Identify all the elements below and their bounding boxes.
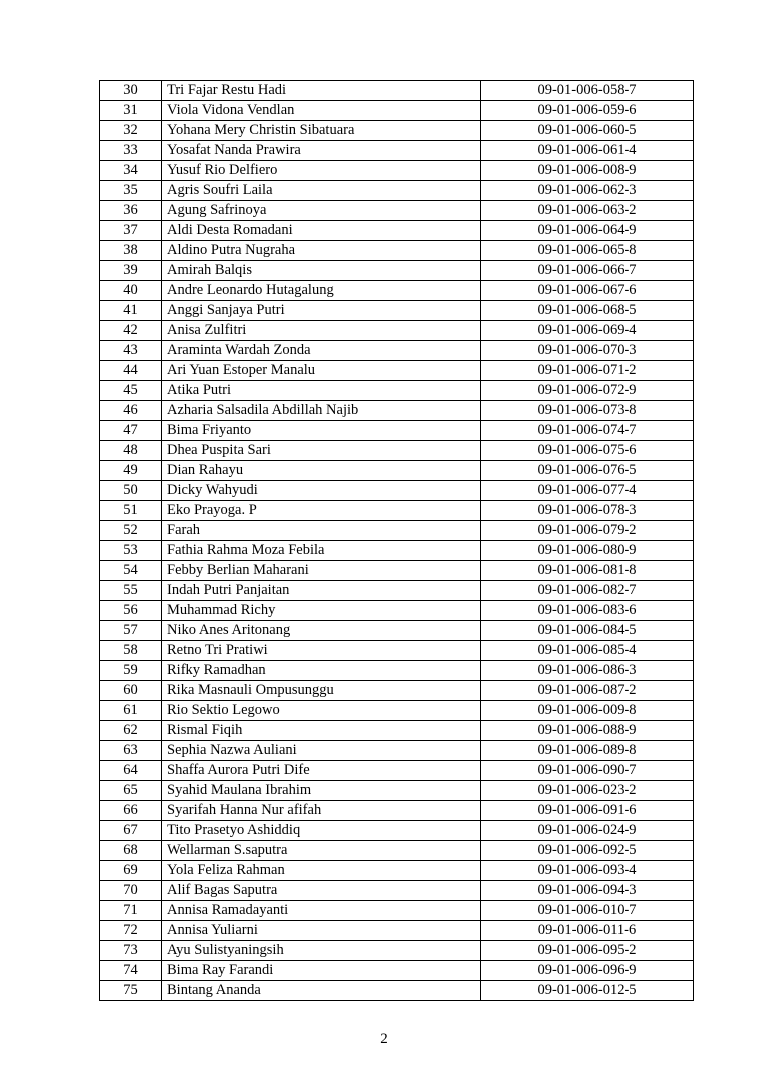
row-number-cell: 69 — [100, 861, 162, 881]
student-id-cell: 09-01-006-058-7 — [481, 81, 694, 101]
student-name-cell: Yohana Mery Christin Sibatuara — [162, 121, 481, 141]
student-id-cell: 09-01-006-063-2 — [481, 201, 694, 221]
row-number-cell: 51 — [100, 501, 162, 521]
table-row — [100, 81, 694, 101]
student-id-cell: 09-01-006-088-9 — [481, 721, 694, 741]
student-name-cell: Wellarman S.saputra — [162, 841, 481, 861]
row-number-cell: 62 — [100, 721, 162, 741]
student-name-cell: Agung Safrinoya — [162, 201, 481, 221]
table-row — [100, 321, 694, 341]
row-number-cell: 54 — [100, 561, 162, 581]
student-id-cell: 09-01-006-079-2 — [481, 521, 694, 541]
student-id-cell: 09-01-006-024-9 — [481, 821, 694, 841]
row-number-cell: 34 — [100, 161, 162, 181]
student-id-cell: 09-01-006-072-9 — [481, 381, 694, 401]
student-id-cell: 09-01-006-068-5 — [481, 301, 694, 321]
table-row — [100, 601, 694, 621]
student-name-cell: Muhammad Richy — [162, 601, 481, 621]
student-name-cell: Yola Feliza Rahman — [162, 861, 481, 881]
student-name-cell: Dicky Wahyudi — [162, 481, 481, 501]
student-table — [99, 80, 694, 1001]
row-number-cell: 57 — [100, 621, 162, 641]
student-name-cell: Rio Sektio Legowo — [162, 701, 481, 721]
row-number-cell: 68 — [100, 841, 162, 861]
student-id-cell: 09-01-006-095-2 — [481, 941, 694, 961]
student-id-cell: 09-01-006-086-3 — [481, 661, 694, 681]
table-row — [100, 561, 694, 581]
table-row — [100, 841, 694, 861]
student-name-cell: Shaffa Aurora Putri Dife — [162, 761, 481, 781]
student-name-cell: Syahid Maulana Ibrahim — [162, 781, 481, 801]
table-row — [100, 501, 694, 521]
student-name-cell: Tito Prasetyo Ashiddiq — [162, 821, 481, 841]
student-id-cell: 09-01-006-082-7 — [481, 581, 694, 601]
row-number-cell: 44 — [100, 361, 162, 381]
student-name-cell: Bima Ray Farandi — [162, 961, 481, 981]
student-id-cell: 09-01-006-094-3 — [481, 881, 694, 901]
student-name-cell: Sephia Nazwa Auliani — [162, 741, 481, 761]
student-id-cell: 09-01-006-009-8 — [481, 701, 694, 721]
student-id-cell: 09-01-006-096-9 — [481, 961, 694, 981]
table-row — [100, 801, 694, 821]
student-name-cell: Yusuf Rio Delfiero — [162, 161, 481, 181]
table-row — [100, 401, 694, 421]
table-row — [100, 101, 694, 121]
table-row — [100, 621, 694, 641]
student-id-cell: 09-01-006-076-5 — [481, 461, 694, 481]
row-number-cell: 73 — [100, 941, 162, 961]
student-id-cell: 09-01-006-081-8 — [481, 561, 694, 581]
row-number-cell: 65 — [100, 781, 162, 801]
student-id-cell: 09-01-006-070-3 — [481, 341, 694, 361]
student-name-cell: Syarifah Hanna Nur afifah — [162, 801, 481, 821]
row-number-cell: 64 — [100, 761, 162, 781]
row-number-cell: 38 — [100, 241, 162, 261]
row-number-cell: 56 — [100, 601, 162, 621]
student-name-cell: Dian Rahayu — [162, 461, 481, 481]
student-id-cell: 09-01-006-064-9 — [481, 221, 694, 241]
row-number-cell: 72 — [100, 921, 162, 941]
student-name-cell: Rismal Fiqih — [162, 721, 481, 741]
student-name-cell: Indah Putri Panjaitan — [162, 581, 481, 601]
student-id-cell: 09-01-006-093-4 — [481, 861, 694, 881]
table-row — [100, 721, 694, 741]
student-id-cell: 09-01-006-062-3 — [481, 181, 694, 201]
row-number-cell: 74 — [100, 961, 162, 981]
student-id-cell: 09-01-006-067-6 — [481, 281, 694, 301]
row-number-cell: 60 — [100, 681, 162, 701]
row-number-cell: 41 — [100, 301, 162, 321]
table-row — [100, 981, 694, 1001]
table-row — [100, 941, 694, 961]
table-row — [100, 141, 694, 161]
student-name-cell: Eko Prayoga. P — [162, 501, 481, 521]
table-row — [100, 241, 694, 261]
student-id-cell: 09-01-006-078-3 — [481, 501, 694, 521]
row-number-cell: 37 — [100, 221, 162, 241]
table-row — [100, 541, 694, 561]
student-id-cell: 09-01-006-010-7 — [481, 901, 694, 921]
row-number-cell: 30 — [100, 81, 162, 101]
student-id-cell: 09-01-006-061-4 — [481, 141, 694, 161]
student-name-cell: Annisa Ramadayanti — [162, 901, 481, 921]
table-row — [100, 661, 694, 681]
student-name-cell: Farah — [162, 521, 481, 541]
table-row — [100, 481, 694, 501]
student-name-cell: Febby Berlian Maharani — [162, 561, 481, 581]
row-number-cell: 46 — [100, 401, 162, 421]
student-name-cell: Annisa Yuliarni — [162, 921, 481, 941]
table-row — [100, 821, 694, 841]
table-row — [100, 681, 694, 701]
student-id-cell: 09-01-006-074-7 — [481, 421, 694, 441]
row-number-cell: 66 — [100, 801, 162, 821]
row-number-cell: 67 — [100, 821, 162, 841]
student-name-cell: Yosafat Nanda Prawira — [162, 141, 481, 161]
table-row — [100, 461, 694, 481]
student-name-cell: Niko Anes Aritonang — [162, 621, 481, 641]
row-number-cell: 63 — [100, 741, 162, 761]
student-id-cell: 09-01-006-023-2 — [481, 781, 694, 801]
student-id-cell: 09-01-006-011-6 — [481, 921, 694, 941]
student-name-cell: Viola Vidona Vendlan — [162, 101, 481, 121]
row-number-cell: 53 — [100, 541, 162, 561]
student-name-cell: Atika Putri — [162, 381, 481, 401]
student-id-cell: 09-01-006-087-2 — [481, 681, 694, 701]
row-number-cell: 39 — [100, 261, 162, 281]
table-row — [100, 281, 694, 301]
student-name-cell: Azharia Salsadila Abdillah Najib — [162, 401, 481, 421]
student-name-cell: Aldino Putra Nugraha — [162, 241, 481, 261]
student-name-cell: Aldi Desta Romadani — [162, 221, 481, 241]
table-row — [100, 161, 694, 181]
student-id-cell: 09-01-006-008-9 — [481, 161, 694, 181]
table-row — [100, 881, 694, 901]
row-number-cell: 55 — [100, 581, 162, 601]
student-id-cell: 09-01-006-012-5 — [481, 981, 694, 1001]
student-name-cell: Retno Tri Pratiwi — [162, 641, 481, 661]
student-id-cell: 09-01-006-085-4 — [481, 641, 694, 661]
student-id-cell: 09-01-006-073-8 — [481, 401, 694, 421]
student-name-cell: Araminta Wardah Zonda — [162, 341, 481, 361]
student-id-cell: 09-01-006-066-7 — [481, 261, 694, 281]
row-number-cell: 75 — [100, 981, 162, 1001]
student-name-cell: Rika Masnauli Ompusunggu — [162, 681, 481, 701]
student-name-cell: Alif Bagas Saputra — [162, 881, 481, 901]
student-name-cell: Dhea Puspita Sari — [162, 441, 481, 461]
table-row — [100, 701, 694, 721]
table-row — [100, 961, 694, 981]
table-row — [100, 341, 694, 361]
student-id-cell: 09-01-006-089-8 — [481, 741, 694, 761]
student-name-cell: Fathia Rahma Moza Febila — [162, 541, 481, 561]
row-number-cell: 48 — [100, 441, 162, 461]
student-name-cell: Ari Yuan Estoper Manalu — [162, 361, 481, 381]
table-row — [100, 121, 694, 141]
student-name-cell: Tri Fajar Restu Hadi — [162, 81, 481, 101]
page-number: 2 — [380, 1031, 388, 1047]
row-number-cell: 59 — [100, 661, 162, 681]
row-number-cell: 32 — [100, 121, 162, 141]
student-table-body — [100, 81, 694, 1001]
table-row — [100, 901, 694, 921]
table-row — [100, 201, 694, 221]
student-id-cell: 09-01-006-084-5 — [481, 621, 694, 641]
row-number-cell: 71 — [100, 901, 162, 921]
row-number-cell: 52 — [100, 521, 162, 541]
table-row — [100, 361, 694, 381]
table-row — [100, 861, 694, 881]
row-number-cell: 50 — [100, 481, 162, 501]
table-row — [100, 181, 694, 201]
student-name-cell: Bima Friyanto — [162, 421, 481, 441]
table-row — [100, 521, 694, 541]
row-number-cell: 47 — [100, 421, 162, 441]
table-row — [100, 261, 694, 281]
student-name-cell: Ayu Sulistyaningsih — [162, 941, 481, 961]
row-number-cell: 58 — [100, 641, 162, 661]
student-name-cell: Bintang Ananda — [162, 981, 481, 1001]
table-row — [100, 301, 694, 321]
student-name-cell: Amirah Balqis — [162, 261, 481, 281]
student-id-cell: 09-01-006-080-9 — [481, 541, 694, 561]
student-id-cell: 09-01-006-077-4 — [481, 481, 694, 501]
table-row — [100, 641, 694, 661]
student-id-cell: 09-01-006-092-5 — [481, 841, 694, 861]
row-number-cell: 61 — [100, 701, 162, 721]
row-number-cell: 42 — [100, 321, 162, 341]
row-number-cell: 43 — [100, 341, 162, 361]
row-number-cell: 33 — [100, 141, 162, 161]
student-name-cell: Rifky Ramadhan — [162, 661, 481, 681]
row-number-cell: 36 — [100, 201, 162, 221]
student-id-cell: 09-01-006-083-6 — [481, 601, 694, 621]
student-id-cell: 09-01-006-060-5 — [481, 121, 694, 141]
student-id-cell: 09-01-006-059-6 — [481, 101, 694, 121]
row-number-cell: 31 — [100, 101, 162, 121]
row-number-cell: 35 — [100, 181, 162, 201]
student-id-cell: 09-01-006-075-6 — [481, 441, 694, 461]
row-number-cell: 49 — [100, 461, 162, 481]
student-id-cell: 09-01-006-065-8 — [481, 241, 694, 261]
student-id-cell: 09-01-006-069-4 — [481, 321, 694, 341]
table-row — [100, 921, 694, 941]
table-row — [100, 581, 694, 601]
table-row — [100, 381, 694, 401]
student-name-cell: Agris Soufri Laila — [162, 181, 481, 201]
student-id-cell: 09-01-006-090-7 — [481, 761, 694, 781]
student-id-cell: 09-01-006-071-2 — [481, 361, 694, 381]
table-row — [100, 441, 694, 461]
student-name-cell: Anisa Zulfitri — [162, 321, 481, 341]
table-row — [100, 421, 694, 441]
table-row — [100, 221, 694, 241]
row-number-cell: 70 — [100, 881, 162, 901]
table-row — [100, 761, 694, 781]
table-row — [100, 781, 694, 801]
row-number-cell: 45 — [100, 381, 162, 401]
row-number-cell: 40 — [100, 281, 162, 301]
table-row — [100, 741, 694, 761]
student-id-cell: 09-01-006-091-6 — [481, 801, 694, 821]
student-name-cell: Anggi Sanjaya Putri — [162, 301, 481, 321]
student-name-cell: Andre Leonardo Hutagalung — [162, 281, 481, 301]
